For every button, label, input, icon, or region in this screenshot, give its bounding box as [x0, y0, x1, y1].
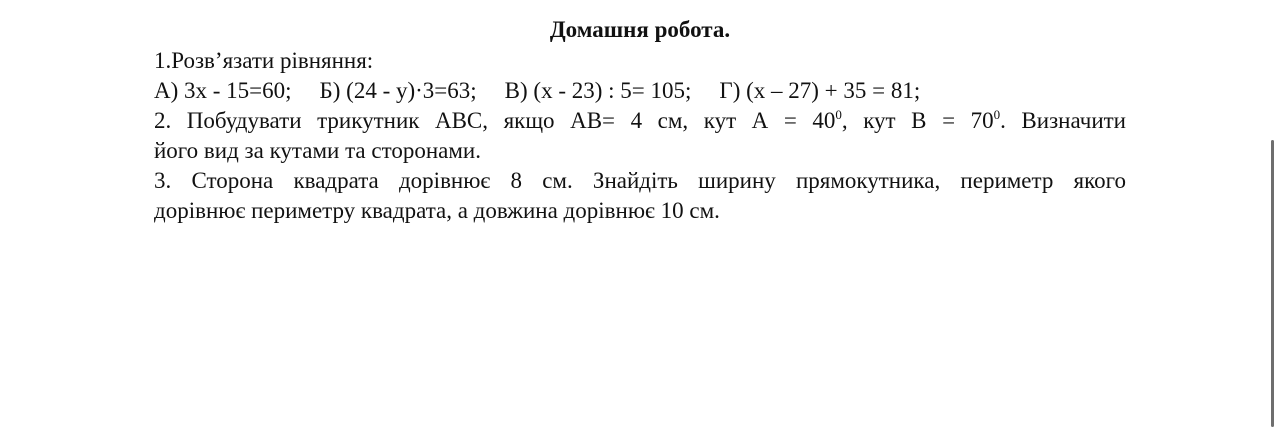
vertical-scrollbar[interactable] [1271, 140, 1274, 427]
document-title: Домашня робота. [549, 17, 731, 42]
degree-superscript-a: 0 [835, 107, 842, 122]
task2-line2: його вид за кутами та сторонами. [154, 138, 481, 163]
task2-text-part2: , кут В = 70 [841, 108, 994, 133]
task1-heading: 1.Розв’язати рівняння: [154, 48, 374, 73]
equation-c: В) (х - 23) : 5= 105; [504, 78, 692, 103]
task2-text-part1: 2. Побудувати трикутник АВС, якщо АВ= 4 см, кут А = 40 [154, 108, 836, 133]
task2-line1 [154, 106, 1126, 136]
task3-line2: дорівнює периметру квадрата, а довжина дорівнює 10 см. [154, 198, 720, 223]
degree-superscript-b: 0 [993, 107, 1001, 122]
document-body [154, 14, 1126, 226]
task3-line1: 3. Сторона квадрата дорівнює 8 см. Знайдіть ширину прямокутника, периметр якого [154, 168, 1126, 193]
equation-b: Б) (24 - у)·3=63; [319, 78, 477, 103]
task1-equations [154, 76, 1126, 106]
equation-d: Г) (х – 27) + 35 = 81; [719, 78, 921, 103]
equation-a: А) 3х - 15=60; [154, 78, 292, 103]
task2-text-part3: . Визначити [1000, 108, 1126, 133]
